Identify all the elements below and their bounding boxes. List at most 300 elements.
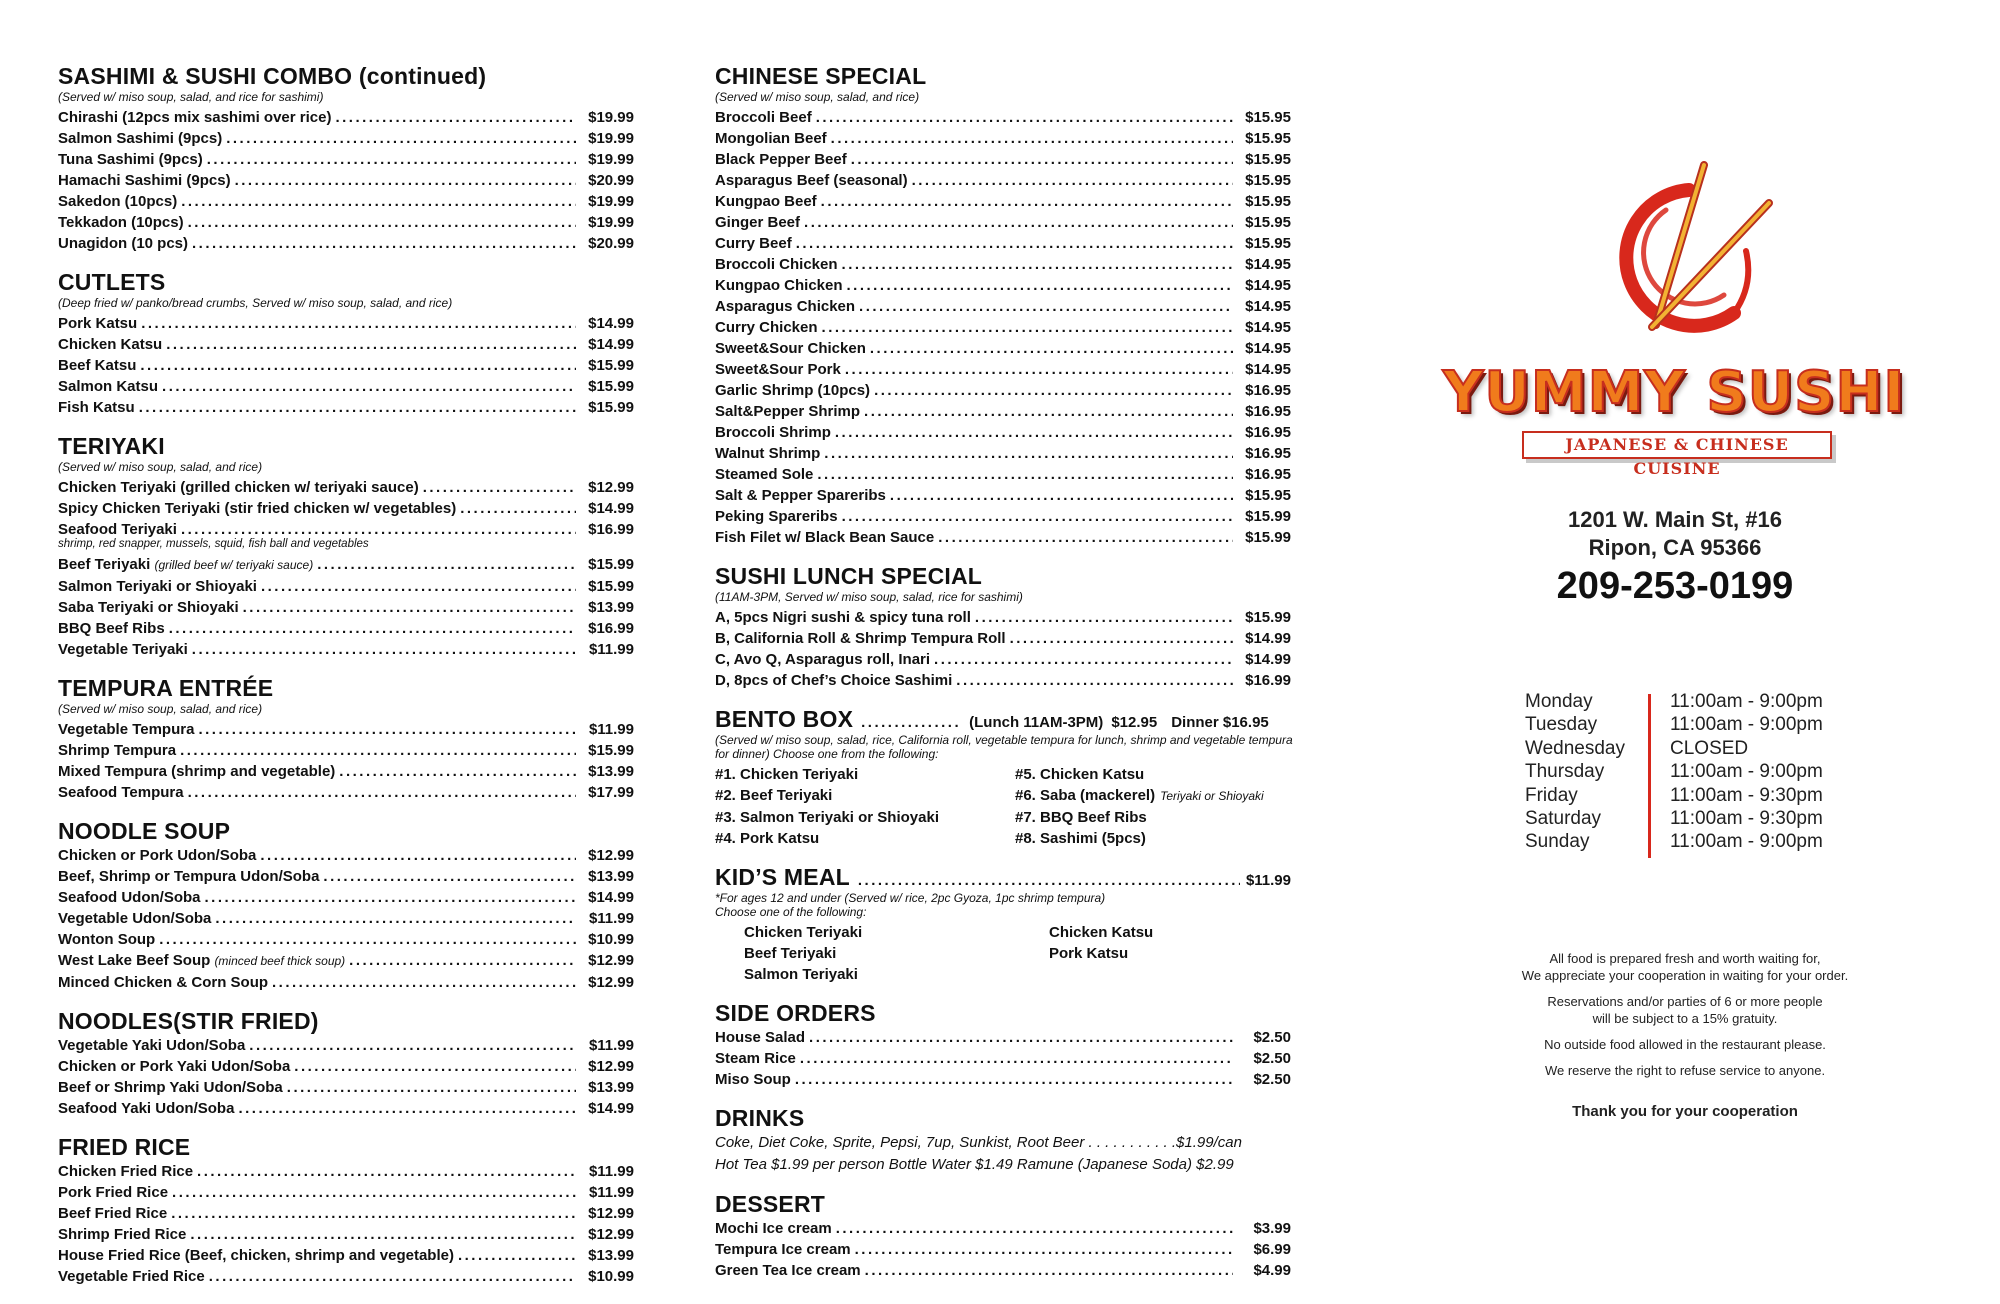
item-price: $11.99 — [588, 721, 634, 738]
item-price: $16.95 — [1245, 403, 1291, 420]
address-line-1: 1201 W. Main St, #16 — [1568, 507, 1782, 532]
item-price: $19.99 — [588, 130, 634, 147]
menu-item — [715, 233, 1291, 254]
menu-item — [58, 355, 634, 376]
leader-dots — [836, 1218, 1233, 1239]
menu-middle-column — [715, 62, 1291, 1295]
item-name — [58, 519, 177, 540]
item-price: $15.95 — [1245, 151, 1291, 168]
item-name-text: Pork Fried Rice — [58, 1184, 169, 1201]
menu-item — [715, 443, 1291, 464]
section-kids-meal — [715, 863, 1291, 985]
item-name-text: Steamed Sole — [715, 466, 814, 483]
item-name — [715, 170, 908, 191]
bento-option-text: #7. BBQ Beef Ribs — [1015, 809, 1147, 826]
item-name — [58, 498, 456, 519]
leader-dots — [192, 639, 576, 660]
leader-dots — [822, 317, 1233, 338]
leader-dots — [804, 212, 1233, 233]
section-sushi-lunch — [715, 562, 1291, 691]
item-name-text: Steam Rice — [715, 1050, 796, 1067]
menu-item — [58, 740, 634, 761]
leader-dots — [197, 1161, 576, 1182]
leader-dots — [192, 233, 576, 254]
item-name — [58, 397, 135, 418]
menu-right-column — [1380, 0, 1960, 1304]
note-line: All food is prepared fresh and worth waiting for, — [1549, 951, 1821, 966]
item-name-text: Shrimp Tempura — [58, 742, 177, 759]
bento-option — [1015, 807, 1291, 828]
item-name-text: House Fried Rice (Beef, chicken, shrimp and vegetable) — [58, 1247, 454, 1264]
menu-item — [715, 170, 1291, 191]
item-price: $14.95 — [1245, 340, 1291, 357]
menu-item — [58, 128, 634, 149]
kids-option — [1049, 964, 1309, 985]
item-name — [715, 212, 800, 233]
item-name — [58, 1245, 454, 1266]
menu-item — [58, 1056, 634, 1077]
item-price: $13.99 — [588, 763, 634, 780]
menu-item — [58, 376, 634, 397]
menu-item — [58, 761, 634, 782]
leader-dots — [816, 107, 1233, 128]
leader-dots — [861, 714, 961, 731]
hours-divider — [1648, 694, 1651, 858]
item-price: $15.99 — [1245, 508, 1291, 525]
bento-lunch-price: $12.95 — [1111, 714, 1158, 731]
item-name — [715, 338, 866, 359]
menu-section — [58, 268, 634, 418]
hours-time: 11:00am - 9:30pm — [1670, 808, 1823, 830]
item-name — [58, 554, 313, 576]
section-title: CUTLETS — [58, 269, 166, 295]
item-price: $16.95 — [1245, 382, 1291, 399]
menu-item — [715, 1218, 1291, 1239]
item-price: $16.95 — [1245, 445, 1291, 462]
item-name — [58, 1203, 167, 1224]
item-price: $16.99 — [588, 620, 634, 637]
menu-section — [58, 62, 634, 254]
bento-option-text: #2. Beef Teriyaki — [715, 787, 833, 804]
item-name — [58, 334, 162, 355]
leader-dots — [851, 149, 1233, 170]
menu-section — [58, 1007, 634, 1119]
leader-dots — [874, 380, 1233, 401]
item-name — [58, 1056, 290, 1077]
item-name-text: Chicken Katsu — [58, 336, 163, 353]
leader-dots — [226, 128, 576, 149]
section-chinese-special — [715, 62, 1291, 548]
item-name — [58, 149, 203, 170]
item-name-text: Beef, Shrimp or Tempura Udon/Soba — [58, 868, 320, 885]
menu-item — [58, 1077, 634, 1098]
restaurant-name: YUMMY SUSHI — [1442, 360, 1906, 425]
item-name — [58, 761, 335, 782]
item-price: $4.99 — [1253, 1262, 1291, 1279]
item-name — [58, 1077, 283, 1098]
menu-item — [58, 498, 634, 519]
item-name — [58, 887, 201, 908]
leader-dots — [180, 740, 576, 761]
section-title: DRINKS — [715, 1105, 805, 1131]
item-price: $15.99 — [588, 378, 634, 395]
item-name-text: Hamachi Sashimi (9pcs) — [58, 172, 231, 189]
kids-option: Pork Katsu — [1049, 945, 1129, 962]
hours-row — [1525, 690, 1823, 713]
leader-dots — [188, 782, 576, 803]
item-name-text: Beef or Shrimp Yaki Udon/Soba — [58, 1079, 283, 1096]
bento-option — [1015, 785, 1291, 807]
item-name-text: House Salad — [715, 1029, 806, 1046]
kids-option: Chicken Katsu — [1049, 924, 1154, 941]
menu-item — [58, 929, 634, 950]
item-name — [58, 618, 165, 639]
item-name — [715, 628, 1006, 649]
hours-row — [1525, 784, 1823, 807]
item-name-text: Tekkadon (10pcs) — [58, 214, 184, 231]
menu-item — [715, 464, 1291, 485]
item-price: $14.99 — [588, 336, 634, 353]
thank-you-note: Thank you for your cooperation — [1572, 1103, 1798, 1120]
section-note: (Served w/ miso soup, salad, and rice for sashimi) — [58, 90, 324, 104]
item-name — [715, 607, 971, 628]
item-name-text: Garlic Shrimp (10pcs) — [715, 382, 871, 399]
item-price: $15.95 — [1245, 130, 1291, 147]
leader-dots — [243, 597, 576, 618]
item-name — [58, 866, 319, 887]
menu-item — [58, 191, 634, 212]
menu-item — [58, 477, 634, 498]
leader-dots — [339, 761, 576, 782]
menu-item — [58, 334, 634, 355]
item-price: $12.99 — [588, 479, 634, 496]
leader-dots — [141, 313, 576, 334]
menu-item — [58, 887, 634, 908]
menu-item — [58, 519, 634, 540]
leader-dots — [934, 649, 1233, 670]
leader-dots — [796, 233, 1233, 254]
leader-dots — [912, 170, 1233, 191]
item-price: $19.99 — [588, 214, 634, 231]
menu-item — [58, 1203, 634, 1224]
kids-options — [715, 922, 1291, 985]
menu-item — [58, 576, 634, 597]
item-price: $15.99 — [588, 578, 634, 595]
section-note: (Served w/ miso soup, salad, rice, California roll, vegetable tempura for lunch, shrimp and vegetable tempura for dinner) Choose one from the following: — [715, 733, 1293, 761]
item-price: $16.99 — [1245, 672, 1291, 689]
item-price: $14.95 — [1245, 277, 1291, 294]
item-price: $20.99 — [588, 235, 634, 252]
item-name — [715, 1048, 796, 1069]
item-name — [58, 128, 222, 149]
leader-dots — [335, 107, 576, 128]
section-dessert — [715, 1190, 1291, 1281]
leader-dots — [845, 359, 1233, 380]
item-name-text: Green Tea Ice cream — [715, 1262, 861, 1279]
section-title: SIDE ORDERS — [715, 1000, 876, 1026]
item-name — [715, 149, 847, 170]
item-name-text: Kungpao Beef — [715, 193, 817, 210]
item-price: $14.99 — [588, 315, 634, 332]
menu-item — [58, 313, 634, 334]
kids-option: Beef Teriyaki — [744, 945, 837, 962]
item-name-text: Pork Katsu — [58, 315, 138, 332]
menu-item — [715, 317, 1291, 338]
hours-time: 11:00am - 9:00pm — [1670, 831, 1823, 853]
item-name — [58, 1035, 245, 1056]
item-price: $13.99 — [588, 868, 634, 885]
section-note: (Served w/ miso soup, salad, and rice) — [58, 460, 263, 474]
note-line: Reservations and/or parties of 6 or more people — [1547, 994, 1823, 1009]
item-name — [715, 527, 934, 548]
hours-time: 11:00am - 9:30pm — [1670, 784, 1823, 806]
item-price: $12.99 — [588, 1058, 634, 1075]
item-name-text: Beef Teriyaki — [58, 556, 151, 573]
chopsticks-bowl-icon — [1434, 155, 1914, 355]
item-name-text: Seafood Tempura — [58, 784, 184, 801]
item-price: $14.99 — [1245, 630, 1291, 647]
item-price: $16.95 — [1245, 424, 1291, 441]
hours-row — [1525, 830, 1823, 853]
menu-item — [58, 107, 634, 128]
leader-dots — [835, 422, 1233, 443]
item-name — [715, 128, 827, 149]
item-name — [58, 1266, 205, 1287]
leader-dots — [181, 191, 576, 212]
item-price: $2.50 — [1253, 1029, 1291, 1046]
section-note: (Served w/ miso soup, salad, and rice) — [715, 90, 920, 104]
item-price: $10.99 — [588, 1268, 634, 1285]
address-line-2: Ripon, CA 95366 — [1588, 535, 1762, 560]
phone-number[interactable]: 209-253-0199 — [1556, 565, 1794, 607]
item-name-text: Mochi Ice cream — [715, 1220, 832, 1237]
item-name — [715, 359, 841, 380]
menu-item — [715, 149, 1291, 170]
item-subnote: shrimp, red snapper, mussels, squid, fish ball and vegetables — [58, 538, 369, 550]
hours-row — [1525, 737, 1823, 760]
section-title: FRIED RICE — [58, 1134, 191, 1160]
bento-option-text: #3. Salmon Teriyaki or Shioyaki — [715, 809, 939, 826]
item-name — [58, 170, 231, 191]
item-name — [58, 233, 188, 254]
item-name — [58, 740, 176, 761]
menu-item — [715, 380, 1291, 401]
leader-dots — [172, 1182, 576, 1203]
menu-item — [715, 275, 1291, 296]
leader-dots — [209, 1266, 576, 1287]
leader-dots — [859, 296, 1233, 317]
leader-dots — [238, 1098, 576, 1119]
menu-item — [715, 670, 1291, 691]
item-price: $15.95 — [1245, 214, 1291, 231]
item-name — [58, 1224, 186, 1245]
menu-item — [58, 170, 634, 191]
item-name — [715, 1260, 861, 1281]
leader-dots — [260, 845, 576, 866]
menu-item — [58, 1035, 634, 1056]
item-name-text: Chirashi (12pcs mix sashimi over rice) — [58, 109, 332, 126]
item-name — [58, 1098, 234, 1119]
menu-item — [715, 401, 1291, 422]
hours-row — [1525, 760, 1823, 783]
item-name-text: Shrimp Fried Rice — [58, 1226, 187, 1243]
hours-time: 11:00am - 9:00pm — [1670, 761, 1823, 783]
item-name — [58, 212, 184, 233]
item-name — [58, 191, 177, 212]
item-name-text: Kungpao Chicken — [715, 277, 843, 294]
hours-day: Sunday — [1525, 831, 1590, 853]
kids-price: $11.99 — [1245, 872, 1291, 889]
item-price: $11.99 — [588, 910, 634, 927]
kids-option: Chicken Teriyaki — [744, 924, 863, 941]
section-title: NOODLES(STIR FRIED) — [58, 1008, 319, 1034]
item-price: $16.95 — [1245, 466, 1291, 483]
bento-option — [715, 785, 1015, 807]
item-price: $14.99 — [588, 500, 634, 517]
item-price: $15.99 — [1245, 529, 1291, 546]
menu-item — [715, 1239, 1291, 1260]
leader-dots — [809, 1027, 1233, 1048]
menu-item — [715, 254, 1291, 275]
menu-item — [58, 908, 634, 929]
item-price: $15.99 — [588, 399, 634, 416]
leader-dots — [890, 485, 1233, 506]
item-name-text: Chicken or Pork Yaki Udon/Soba — [58, 1058, 291, 1075]
item-name — [58, 576, 257, 597]
hours-row — [1525, 807, 1823, 830]
item-name-text: Salmon Sashimi (9pcs) — [58, 130, 223, 147]
hours-day: Thursday — [1525, 761, 1605, 783]
item-price: $11.99 — [588, 1037, 634, 1054]
item-name-text: Asparagus Beef (seasonal) — [715, 172, 908, 189]
leader-dots — [181, 519, 576, 540]
item-price: $15.95 — [1245, 193, 1291, 210]
item-price: $11.99 — [588, 1184, 634, 1201]
menu-item — [58, 212, 634, 233]
item-name — [715, 649, 930, 670]
item-price: $14.95 — [1245, 319, 1291, 336]
item-name — [715, 670, 952, 691]
menu-item — [715, 628, 1291, 649]
leader-dots — [166, 334, 576, 355]
item-price: $13.99 — [588, 599, 634, 616]
bento-option-text: #5. Chicken Katsu — [1015, 766, 1145, 783]
bento-option-text: #1. Chicken Teriyaki — [715, 766, 859, 783]
item-name-text: Fish Filet w/ Black Bean Sauce — [715, 529, 935, 546]
section-drinks — [715, 1104, 1291, 1176]
item-name-text: Broccoli Beef — [715, 109, 812, 126]
leader-dots — [198, 719, 576, 740]
item-price: $14.99 — [588, 889, 634, 906]
leader-dots — [207, 149, 576, 170]
bento-option-note: Teriyaki or Shioyaki — [1160, 789, 1264, 803]
item-name-text: A, 5pcs Nigri sushi & spicy tuna roll — [715, 609, 971, 626]
item-name-text: Salt&Pepper Shrimp — [715, 403, 861, 420]
item-name — [58, 1182, 168, 1203]
item-price: $3.99 — [1253, 1220, 1291, 1237]
leader-dots — [975, 607, 1233, 628]
hours-day: Wednesday — [1525, 737, 1625, 759]
menu-item — [715, 191, 1291, 212]
bento-option — [1015, 828, 1291, 849]
leader-dots — [870, 338, 1233, 359]
leader-dots — [847, 275, 1233, 296]
bento-option-text: #4. Pork Katsu — [715, 830, 820, 847]
item-price: $15.95 — [1245, 172, 1291, 189]
menu-item — [715, 649, 1291, 670]
item-name-text: D, 8pcs of Chef’s Choice Sashimi — [715, 672, 953, 689]
section-title: TERIYAKI — [58, 433, 165, 459]
item-name — [58, 376, 158, 397]
menu-item — [58, 972, 634, 993]
leader-dots — [821, 191, 1233, 212]
menu-item — [715, 107, 1291, 128]
leader-dots — [349, 950, 576, 971]
section-note: *For ages 12 and under (Served w/ rice, 2pc Gyoza, 1pc shrimp tempura) — [715, 891, 1106, 905]
item-name — [58, 950, 345, 972]
leader-dots — [842, 506, 1233, 527]
item-price: $15.99 — [588, 556, 634, 573]
item-name-text: B, California Roll & Shrimp Tempura Roll — [715, 630, 1006, 647]
leader-dots — [162, 376, 576, 397]
item-price: $12.99 — [588, 952, 634, 969]
leader-dots — [956, 670, 1233, 691]
item-name-text: Vegetable Teriyaki — [58, 641, 188, 658]
menu-item — [58, 554, 634, 576]
item-name — [715, 1027, 805, 1048]
menu-item — [58, 1182, 634, 1203]
leader-dots — [831, 128, 1233, 149]
leader-dots — [460, 498, 576, 519]
item-name — [58, 477, 419, 498]
hours-time: CLOSED — [1670, 737, 1749, 759]
leader-dots — [842, 254, 1233, 275]
menu-item — [715, 485, 1291, 506]
item-price: $13.99 — [588, 1079, 634, 1096]
bento-option — [1015, 764, 1291, 785]
item-name — [58, 639, 188, 660]
item-name-text: Ginger Beef — [715, 214, 801, 231]
item-name — [715, 1218, 832, 1239]
hours-time: 11:00am - 9:00pm — [1670, 714, 1823, 736]
menu-item — [715, 1027, 1291, 1048]
item-name-text: Seafood Yaki Udon/Soba — [58, 1100, 235, 1117]
item-name-text: Seafood Udon/Soba — [58, 889, 201, 906]
section-title: BENTO BOX — [715, 706, 854, 732]
menu-item — [715, 296, 1291, 317]
bento-lunch: (Lunch 11AM-3PM) — [969, 714, 1104, 731]
item-inline-note: (grilled beef w/ teriyaki sauce) — [154, 558, 314, 572]
section-title: NOODLE SOUP — [58, 818, 231, 844]
leader-dots — [795, 1069, 1233, 1090]
leader-dots — [855, 1239, 1233, 1260]
leader-dots — [139, 397, 576, 418]
bento-option — [715, 828, 1015, 849]
item-price: $15.95 — [1245, 235, 1291, 252]
menu-section — [58, 1133, 634, 1287]
item-name-text: Saba Teriyaki or Shioyaki — [58, 599, 239, 616]
hours-time: 11:00am - 9:00pm — [1670, 691, 1823, 712]
leader-dots — [800, 1048, 1233, 1069]
section-title: SUSHI LUNCH SPECIAL — [715, 563, 983, 589]
leader-dots — [317, 554, 576, 575]
item-name-text: Sakedon (10pcs) — [58, 193, 178, 210]
item-price: $14.95 — [1245, 256, 1291, 273]
section-note: Choose one of the following: — [715, 905, 867, 919]
item-name — [715, 107, 812, 128]
item-name — [715, 254, 838, 275]
item-name-text: Vegetable Udon/Soba — [58, 910, 212, 927]
